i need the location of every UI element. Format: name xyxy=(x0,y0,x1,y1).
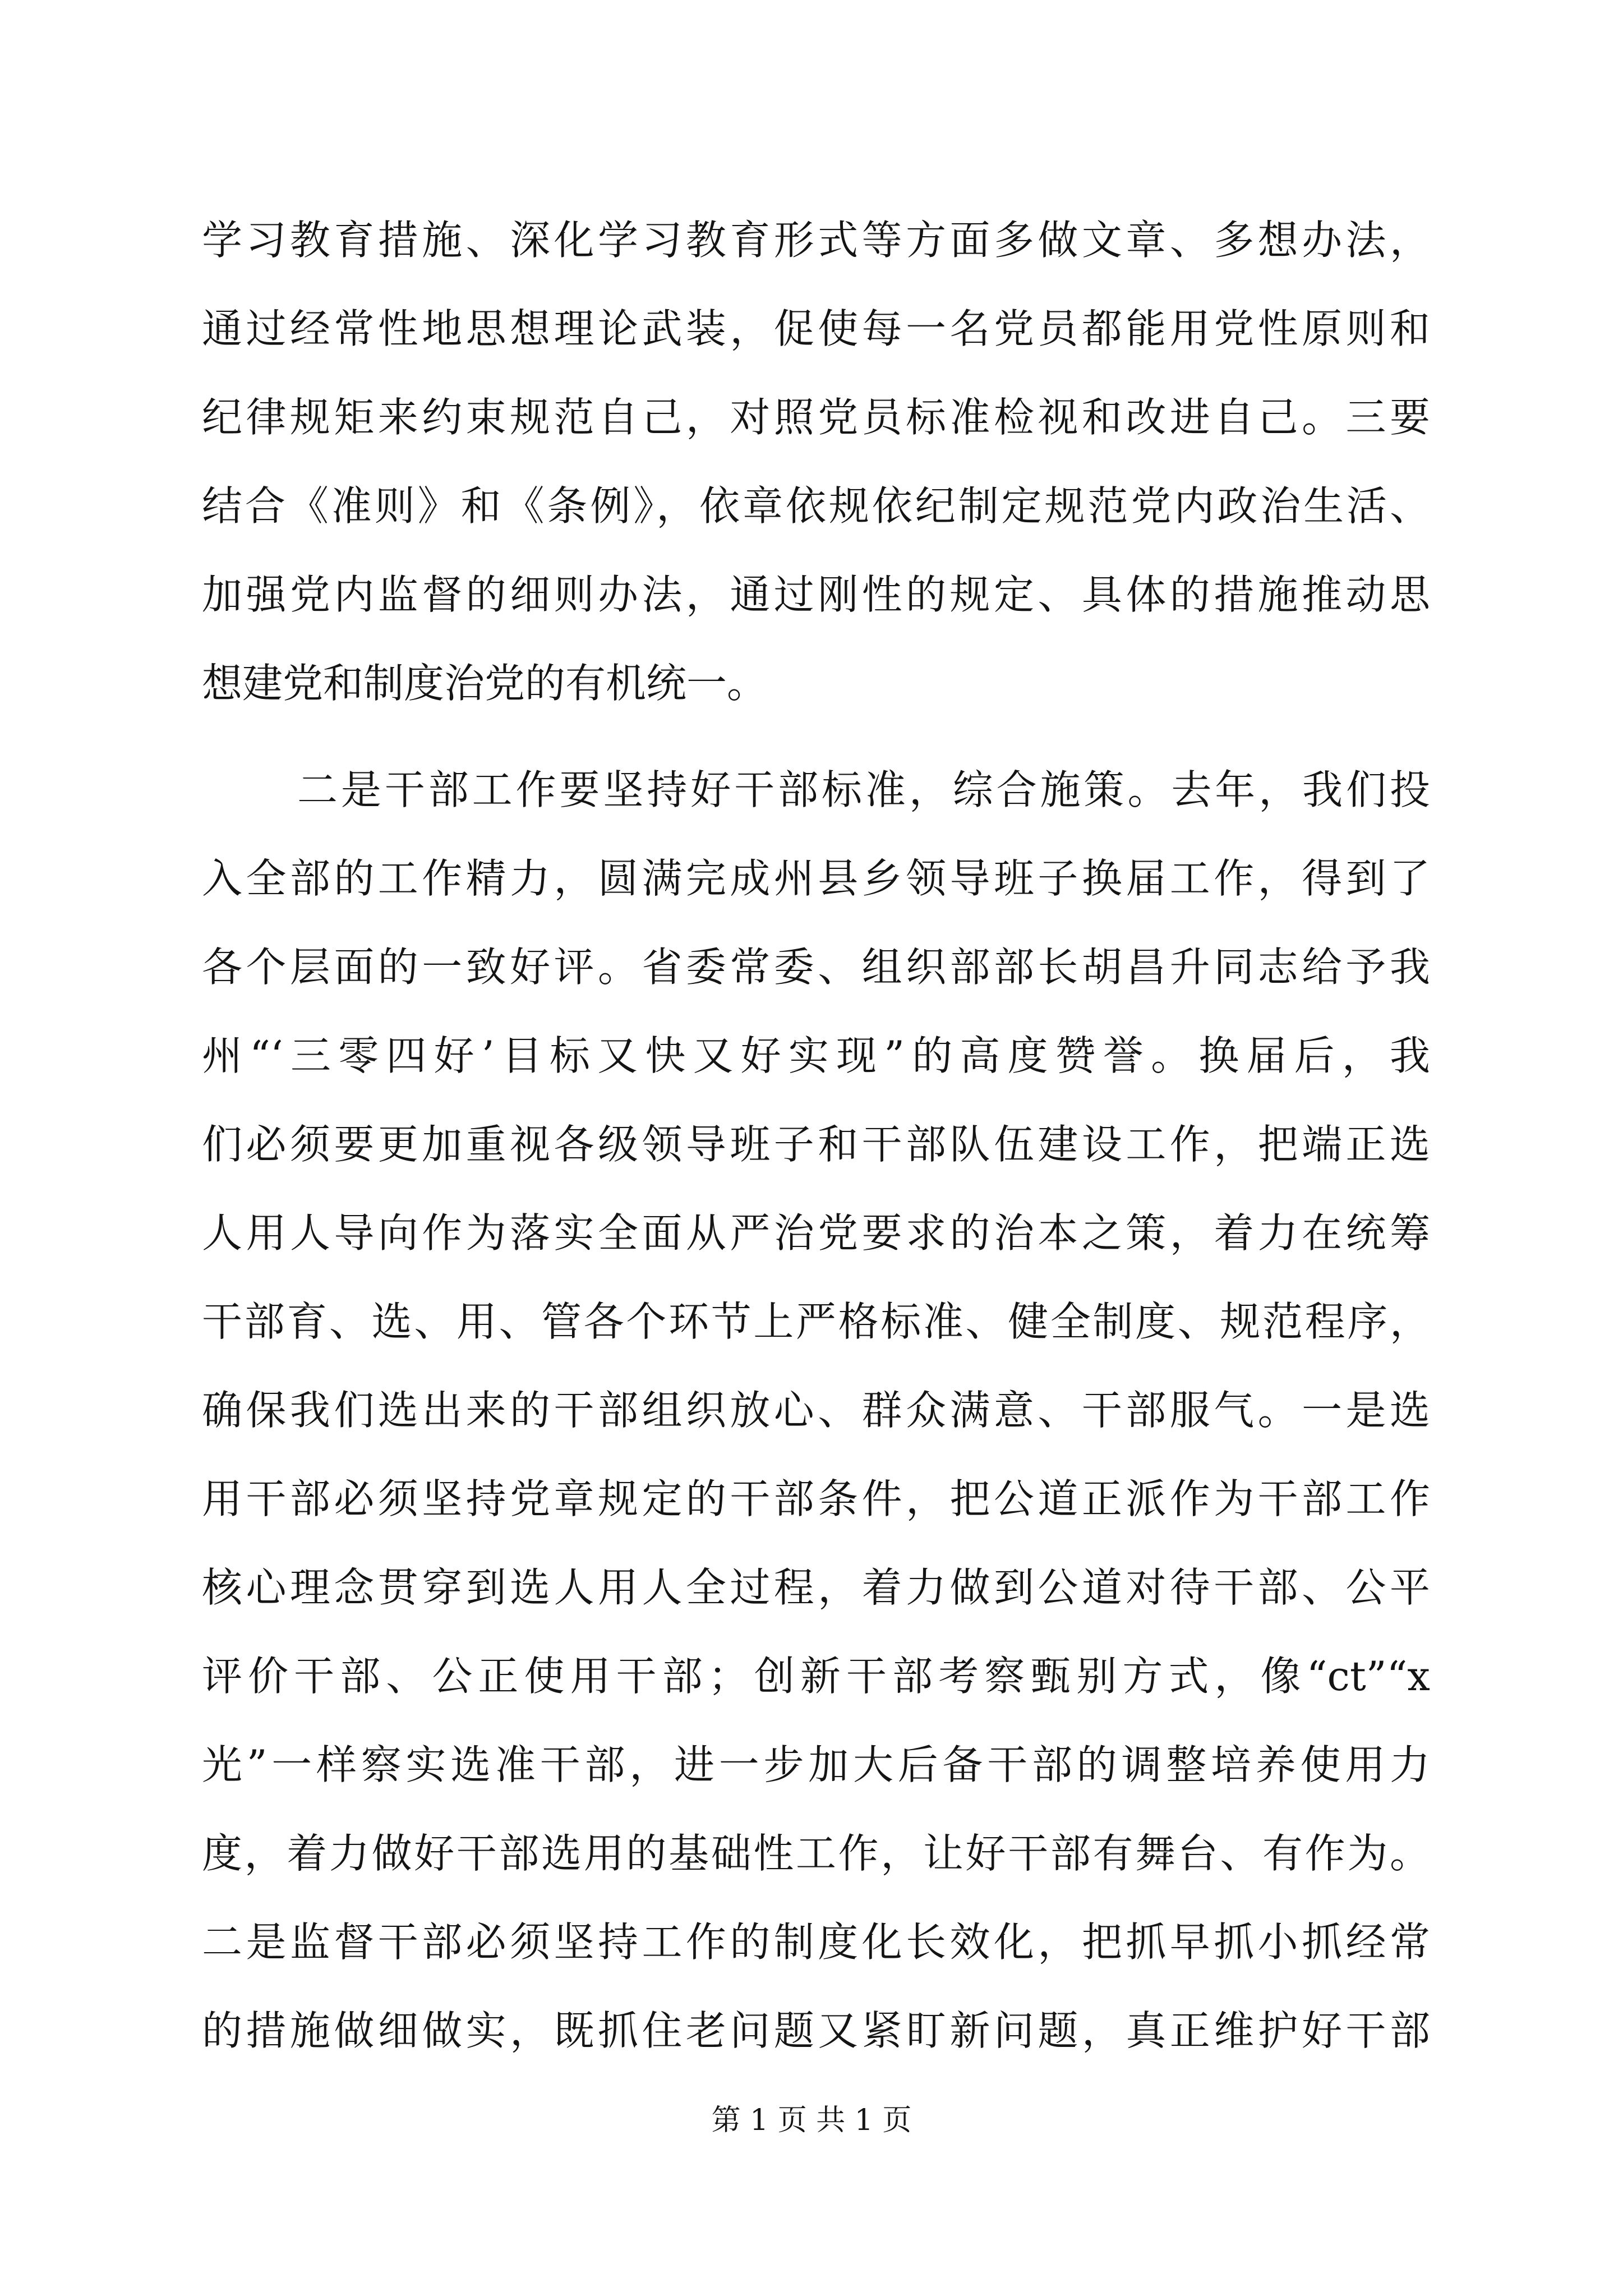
body-line: 光”一样察实选准干部，进一步加大后备干部的调整培养使用力 xyxy=(202,1741,1430,1788)
body-line: 各个层面的一致好评。省委常委、组织部部长胡昌升同志给予我 xyxy=(202,944,1430,991)
body-line: 想建党和制度治党的有机统一。 xyxy=(202,660,768,707)
body-line: 评价干部、公正使用干部；创新干部考察甄别方式，像“ct”“x xyxy=(202,1653,1430,1700)
body-line: 通过经常性地思想理论武装，促使每一名党员都能用党性原则和 xyxy=(202,305,1430,352)
body-line: 入全部的工作精力，圆满完成州县乡领导班子换届工作，得到了 xyxy=(202,855,1430,902)
body-line: 度，着力做好干部选用的基础性工作，让好干部有舞台、有作为。 xyxy=(202,1830,1430,1877)
body-line: 核心理念贯穿到选人用人全过程，着力做到公道对待干部、公平 xyxy=(202,1564,1430,1611)
body-line: 干部育、选、用、管各个环节上严格标准、健全制度、规范程序， xyxy=(202,1298,1430,1345)
body-line: 二是监督干部必须坚持工作的制度化长效化，把抓早抓小抓经常 xyxy=(202,1918,1430,1966)
body-line: 的措施做细做实，既抓住老问题又紧盯新问题，真正维护好干部 xyxy=(202,2007,1430,2054)
body-line: 纪律规矩来约束规范自己，对照党员标准检视和改进自己。三要 xyxy=(202,394,1430,441)
body-line: 加强党内监督的细则办法，通过刚性的规定、具体的措施推动思 xyxy=(202,571,1430,618)
page-number-footer: 第 1 页 共 1 页 xyxy=(711,2104,912,2137)
body-line: 人用人导向作为落实全面从严治党要求的治本之策，着力在统筹 xyxy=(202,1209,1430,1257)
body-line: 学习教育措施、深化学习教育形式等方面多做文章、多想办法， xyxy=(202,217,1430,264)
body-line: 用干部必须坚持党章规定的干部条件，把公道正派作为干部工作 xyxy=(202,1475,1430,1522)
paragraph-first-line: 二是干部工作要坚持好干部标准，综合施策。去年，我们投 xyxy=(297,766,1430,813)
body-line: 结合《准则》和《条例》，依章依规依纪制定规范党内政治生活、 xyxy=(202,482,1430,530)
body-line: 确保我们选出来的干部组织放心、群众满意、干部服气。一是选 xyxy=(202,1387,1430,1434)
body-line: 们必须要更加重视各级领导班子和干部队伍建设工作，把端正选 xyxy=(202,1121,1430,1168)
body-line: 州“‘三零四好’目标又快又好实现”的高度赞誉。换届后，我 xyxy=(202,1032,1430,1079)
